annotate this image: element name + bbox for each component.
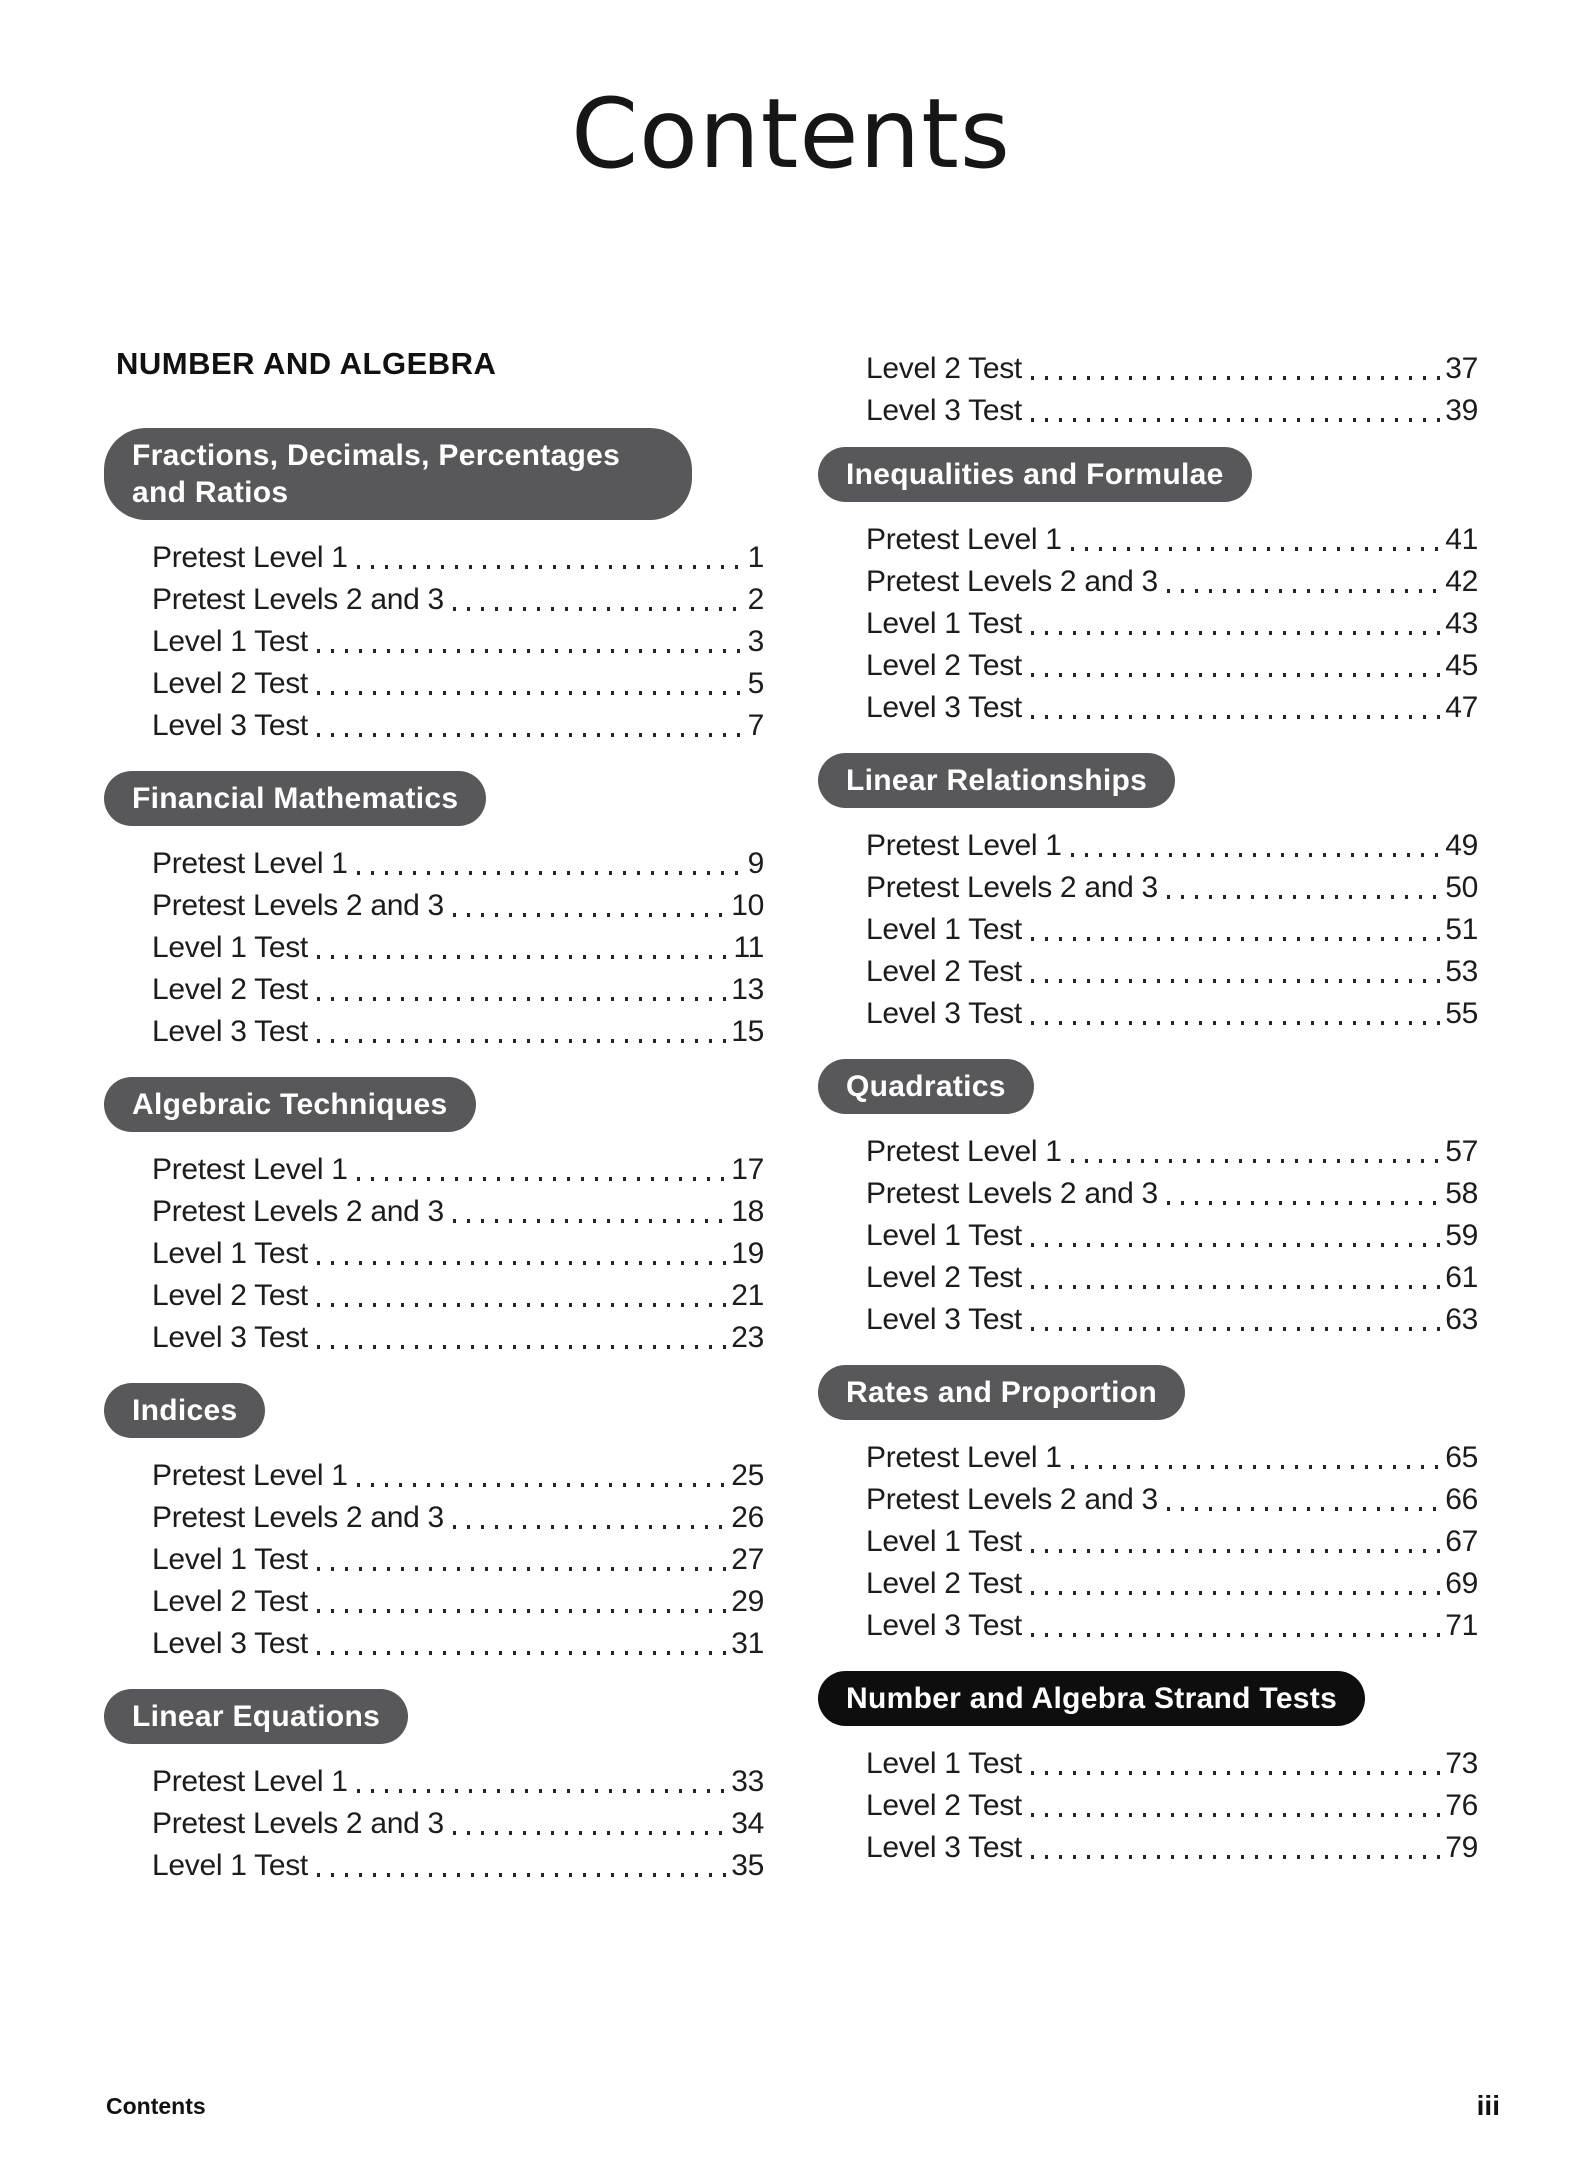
toc-entry-label: Level 3 Test [866,691,1022,724]
toc-entry [104,1271,764,1313]
leader-dots [357,1155,729,1187]
toc-entry-label: Level 1 Test [866,1747,1022,1780]
toc-entry-label: Level 3 Test [866,1303,1022,1336]
toc-entry [104,1841,764,1883]
toc-entry-label: Level 1 Test [866,1525,1022,1558]
leader-dots [1071,1443,1443,1475]
toc-entry [818,515,1478,557]
leader-dots [1031,1569,1442,1601]
section-title-pill: Indices [104,1383,265,1438]
toc-entry-label: Pretest Level 1 [152,1765,348,1798]
toc-entry [104,575,764,617]
toc-entry [104,881,764,923]
section-title-pill: Fractions, Decimals, Percentages and Ratios [104,428,692,520]
toc-entry-page: 31 [731,1627,764,1660]
toc-entry [104,701,764,743]
toc-entry-label: Level 2 Test [866,1261,1022,1294]
toc-entry-page: 65 [1445,1441,1478,1474]
leader-dots [1071,831,1443,863]
leader-dots [317,1545,728,1577]
toc-entry-label: Level 1 Test [866,607,1022,640]
toc-section [104,1689,764,1883]
toc-section [104,1077,764,1355]
toc-entry [104,923,764,965]
toc-entry [818,641,1478,683]
toc-entry-label: Pretest Level 1 [866,829,1062,862]
leader-dots [1167,873,1442,905]
leader-dots [317,627,745,659]
section-title-pill: Quadratics [818,1059,1034,1114]
leader-dots [453,1197,728,1229]
toc-entry [818,1253,1478,1295]
leader-dots [1031,1611,1442,1643]
toc-section [818,1059,1478,1337]
section-title-pill: Financial Mathematics [104,771,486,826]
toc-entry [818,1739,1478,1781]
toc-columns [0,342,1582,1911]
leader-dots [317,1851,728,1883]
toc-entry-page: 55 [1445,997,1478,1030]
toc-entry-label: Level 3 Test [866,1831,1022,1864]
toc-entry-page: 66 [1445,1483,1478,1516]
leader-dots [1031,693,1442,725]
toc-entry [104,965,764,1007]
toc-entry-page: 9 [747,847,764,880]
toc-entry [104,1007,764,1049]
toc-entry-page: 10 [731,889,764,922]
toc-entry-page: 7 [747,709,764,742]
leader-dots [317,1629,728,1661]
section-title-pill: Number and Algebra Strand Tests [818,1671,1365,1726]
toc-entry [818,1781,1478,1823]
toc-entry [818,1559,1478,1601]
toc-entry-page: 51 [1445,913,1478,946]
toc-entry-page: 61 [1445,1261,1478,1294]
toc-entry-label: Pretest Levels 2 and 3 [152,889,444,922]
toc-entry-label: Pretest Levels 2 and 3 [866,1483,1158,1516]
toc-entry [104,1619,764,1661]
section-title-pill: Algebraic Techniques [104,1077,476,1132]
toc-entry-page: 58 [1445,1177,1478,1210]
toc-entry-page: 19 [731,1237,764,1270]
toc-entry-page: 71 [1445,1609,1478,1642]
toc-entry-label: Level 2 Test [866,955,1022,988]
toc-entry-page: 15 [731,1015,764,1048]
toc-entry [818,821,1478,863]
leader-dots [1031,354,1442,386]
leader-dots [1071,1137,1443,1169]
toc-entry-page: 35 [731,1849,764,1882]
toc-entry [104,1145,764,1187]
toc-entry-page: 37 [1445,352,1478,385]
toc-entry-page: 29 [731,1585,764,1618]
leader-dots [1031,651,1442,683]
toc-entry [818,1601,1478,1643]
toc-entry-label: Level 1 Test [152,1543,308,1576]
leader-dots [1031,1791,1442,1823]
toc-entry [818,1211,1478,1253]
toc-entry-page: 42 [1445,565,1478,598]
toc-entry [818,863,1478,905]
toc-entry [104,1313,764,1355]
toc-entry-page: 25 [731,1459,764,1492]
leader-dots [317,1281,728,1313]
toc-entry-label: Level 1 Test [866,1219,1022,1252]
toc-entry-label: Level 3 Test [152,709,308,742]
toc-left-column [104,342,764,1911]
toc-entry-page: 43 [1445,607,1478,640]
toc-entry-page: 79 [1445,1831,1478,1864]
toc-entry [818,1295,1478,1337]
toc-entry-page: 5 [747,667,764,700]
toc-section [818,1671,1478,1865]
toc-entry-page: 13 [731,973,764,1006]
toc-entry-label: Pretest Levels 2 and 3 [866,871,1158,904]
toc-entry [818,1127,1478,1169]
toc-entry [818,1517,1478,1559]
toc-entry-page: 23 [731,1321,764,1354]
leader-dots [357,1461,729,1493]
leader-dots [357,849,745,881]
toc-entry-label: Pretest Levels 2 and 3 [152,583,444,616]
leader-dots [1031,957,1442,989]
toc-entry [104,1229,764,1271]
toc-entry [818,1823,1478,1865]
toc-entry-label: Level 1 Test [152,1849,308,1882]
toc-entry [818,599,1478,641]
leader-dots [453,1809,728,1841]
toc-entry [818,683,1478,725]
toc-entry-label: Pretest Levels 2 and 3 [152,1807,444,1840]
toc-entry-label: Level 2 Test [152,667,308,700]
toc-entry-page: 3 [747,625,764,658]
footer-section-label: Contents [106,2093,206,2119]
toc-section-continuation [818,342,1478,428]
leader-dots [1031,999,1442,1031]
toc-entry-label: Level 2 Test [866,1789,1022,1822]
leader-dots [1031,915,1442,947]
section-title-pill: Inequalities and Formulae [818,447,1252,502]
toc-entry-label: Pretest Level 1 [152,847,348,880]
toc-entry-label: Pretest Levels 2 and 3 [866,565,1158,598]
section-title-pill: Linear Equations [104,1689,408,1744]
toc-entry-page: 2 [747,583,764,616]
leader-dots [1031,1263,1442,1295]
toc-entry [104,1493,764,1535]
leader-dots [1031,396,1442,428]
leader-dots [1167,1179,1442,1211]
toc-entry-page: 18 [731,1195,764,1228]
toc-section [818,447,1478,725]
toc-entry-label: Pretest Level 1 [152,541,348,574]
toc-entry-page: 41 [1445,523,1478,556]
leader-dots [453,891,728,923]
toc-entry [818,1169,1478,1211]
toc-entry [818,947,1478,989]
toc-entry [104,1535,764,1577]
toc-entry-page: 34 [731,1807,764,1840]
toc-entry [818,905,1478,947]
toc-section [104,428,764,743]
toc-entry-label: Level 1 Test [866,913,1022,946]
toc-entry-label: Pretest Level 1 [866,523,1062,556]
toc-entry [818,1475,1478,1517]
toc-entry [818,557,1478,599]
toc-entry [104,839,764,881]
toc-entry-page: 33 [731,1765,764,1798]
toc-entry-label: Pretest Level 1 [152,1153,348,1186]
toc-entry-page: 57 [1445,1135,1478,1168]
leader-dots [1031,1221,1442,1253]
toc-entry-page: 27 [731,1543,764,1576]
toc-entry-page: 73 [1445,1747,1478,1780]
toc-entry-label: Pretest Level 1 [866,1441,1062,1474]
toc-entry [818,989,1478,1031]
toc-entry-label: Level 1 Test [152,625,308,658]
toc-entry-page: 76 [1445,1789,1478,1822]
strand-heading: NUMBER AND ALGEBRA [116,346,497,381]
toc-entry-page: 69 [1445,1567,1478,1600]
leader-dots [1031,1305,1442,1337]
toc-entry-page: 45 [1445,649,1478,682]
leader-dots [317,711,745,743]
toc-section [104,771,764,1049]
leader-dots [1031,1527,1442,1559]
toc-entry-label: Pretest Level 1 [152,1459,348,1492]
toc-entry-page: 49 [1445,829,1478,862]
toc-entry-label: Level 2 Test [866,1567,1022,1600]
leader-dots [317,975,728,1007]
toc-entry [818,1433,1478,1475]
leader-dots [317,1017,728,1049]
toc-entry-label: Level 3 Test [866,997,1022,1030]
leader-dots [317,1323,728,1355]
toc-entry-page: 67 [1445,1525,1478,1558]
toc-entry-page: 17 [731,1153,764,1186]
toc-entry-page: 59 [1445,1219,1478,1252]
toc-entry [104,1757,764,1799]
toc-entry [104,617,764,659]
toc-entry-page: 47 [1445,691,1478,724]
toc-entry-label: Pretest Level 1 [866,1135,1062,1168]
section-title-pill: Linear Relationships [818,753,1175,808]
leader-dots [317,1587,728,1619]
toc-entry [818,344,1478,386]
leader-dots [1031,1833,1442,1865]
toc-entry-page: 53 [1445,955,1478,988]
toc-entry-page: 39 [1445,394,1478,427]
leader-dots [1031,1749,1442,1781]
footer-page-number: iii [1476,2090,1500,2121]
leader-dots [1167,1485,1442,1517]
toc-entry-label: Pretest Levels 2 and 3 [152,1195,444,1228]
leader-dots [453,1503,728,1535]
toc-entry-page: 11 [733,931,764,964]
toc-section [818,753,1478,1031]
toc-entry [104,533,764,575]
toc-entry-label: Level 2 Test [152,973,308,1006]
leader-dots [1167,567,1442,599]
toc-entry-label: Level 3 Test [866,394,1022,427]
toc-entry-label: Level 2 Test [152,1279,308,1312]
toc-right-column [818,342,1478,1911]
toc-entry-page: 63 [1445,1303,1478,1336]
toc-entry-page: 21 [731,1279,764,1312]
toc-entry-label: Level 2 Test [152,1585,308,1618]
toc-entry-label: Level 1 Test [152,1237,308,1270]
toc-entry-label: Pretest Levels 2 and 3 [866,1177,1158,1210]
toc-entry-page: 50 [1445,871,1478,904]
toc-entry [104,1451,764,1493]
page-title: Contents [571,78,1011,190]
toc-section [104,1383,764,1661]
leader-dots [453,585,745,617]
toc-entry-page: 26 [731,1501,764,1534]
toc-entry-label: Level 2 Test [866,649,1022,682]
toc-entry-label: Level 3 Test [866,1609,1022,1642]
leader-dots [357,1767,729,1799]
toc-entry-label: Level 3 Test [152,1015,308,1048]
toc-entry-label: Level 3 Test [152,1321,308,1354]
toc-entry-label: Level 1 Test [152,931,308,964]
toc-entry [104,1577,764,1619]
toc-entry-page: 1 [747,541,764,574]
toc-entry-label: Level 2 Test [866,352,1022,385]
leader-dots [317,669,745,701]
leader-dots [1071,525,1443,557]
leader-dots [357,543,745,575]
toc-entry-label: Pretest Levels 2 and 3 [152,1501,444,1534]
leader-dots [317,933,731,965]
toc-entry [104,1799,764,1841]
leader-dots [317,1239,728,1271]
toc-entry [104,1187,764,1229]
toc-entry [818,386,1478,428]
section-title-pill: Rates and Proportion [818,1365,1185,1420]
toc-entry [104,659,764,701]
leader-dots [1031,609,1442,641]
toc-section [818,1365,1478,1643]
toc-entry-label: Level 3 Test [152,1627,308,1660]
